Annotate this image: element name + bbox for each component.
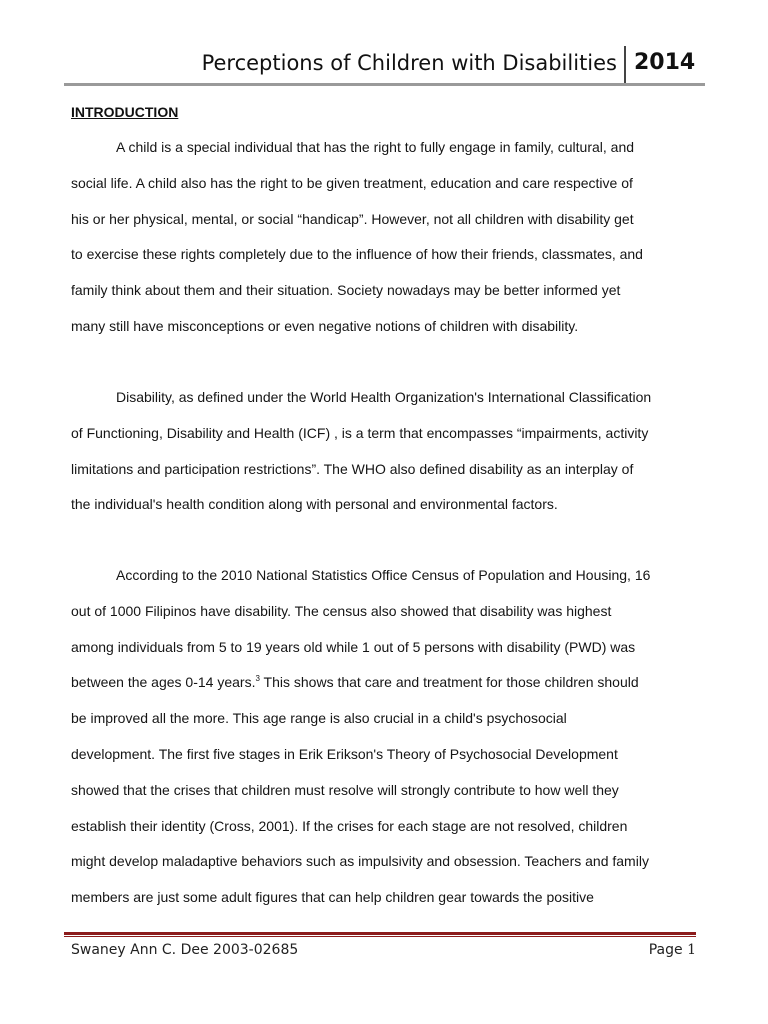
- footnote-ref[interactable]: 3: [255, 674, 260, 684]
- paragraph-line: limitations and participation restrictions”. The WHO also defined disability as an interplay of: [71, 460, 634, 477]
- paragraph-line: many still have misconceptions or even negative notions of children with disability.: [71, 317, 579, 334]
- paragraph-1: [71, 130, 696, 345]
- document-title: Perceptions of Children with Disabilities: [201, 51, 617, 75]
- paragraph-text: This shows that care and treatment for those children should: [259, 674, 639, 691]
- paragraph-line: showed that the crises that children must resolve will strongly contribute to how well they: [71, 781, 619, 798]
- paragraph-3: [71, 558, 696, 916]
- header-rule: [64, 83, 705, 86]
- page-header: [64, 44, 705, 84]
- footer-page: [649, 942, 696, 958]
- paragraph-line: his or her physical, mental, or social “handicap”. However, not all children with disability get: [71, 210, 634, 227]
- footer-rule: [64, 932, 696, 935]
- paragraph-line: According to the 2010 National Statistics Office Census of Population and Housing, 16: [116, 567, 651, 583]
- paragraph-2: [71, 380, 696, 523]
- paragraph-line: might develop maladaptive behaviors such as impulsivity and obsession. Teachers and family: [71, 853, 649, 870]
- paragraph-text: between the ages 0-14 years.: [71, 674, 256, 691]
- paragraph-line: family think about them and their situation. Society nowadays may be better informed yet: [71, 282, 621, 299]
- section-heading: INTRODUCTION: [71, 104, 179, 120]
- paragraph-line-with-footnote: [71, 665, 696, 701]
- paragraph-line: Disability, as defined under the World Health Organization's International Classification: [116, 389, 652, 405]
- header-separator: [624, 46, 626, 84]
- paragraph-line: of Functioning, Disability and Health (ICF) , is a term that encompasses “impairments, activity: [71, 424, 649, 441]
- paragraph-line: development. The first five stages in Erik Erikson's Theory of Psychosocial Development: [71, 745, 618, 762]
- paragraph-line: social life. A child also has the right to be given treatment, education and care respective of: [71, 174, 633, 191]
- footer-author: Swaney Ann C. Dee 2003-02685: [71, 942, 299, 958]
- paragraph-line: out of 1000 Filipinos have disability. The census also showed that disability was highest: [71, 602, 612, 619]
- footer-rule-thin: [64, 936, 696, 937]
- document-year: 2014: [634, 50, 696, 75]
- paragraph-line: the individual's health condition along with personal and environmental factors.: [71, 496, 558, 513]
- paragraph-line: to exercise these rights completely due to the influence of how their friends, classmates, and: [71, 246, 643, 263]
- paragraph-line: establish their identity (Cross, 2001). If the crises for each stage are not resolved, children: [71, 817, 628, 834]
- paragraph-line: members are just some adult figures that can help children gear towards the positive: [71, 889, 594, 906]
- paragraph-line: be improved all the more. This age range is also crucial in a child's psychosocial: [71, 710, 567, 727]
- paragraph-line: among individuals from 5 to 19 years old while 1 out of 5 persons with disability (PWD) was: [71, 638, 636, 655]
- page-label: Page: [648, 942, 683, 958]
- page-number: 1: [687, 942, 696, 958]
- paragraph-line: A child is a special individual that has the right to fully engage in family, cultural, and: [116, 139, 635, 155]
